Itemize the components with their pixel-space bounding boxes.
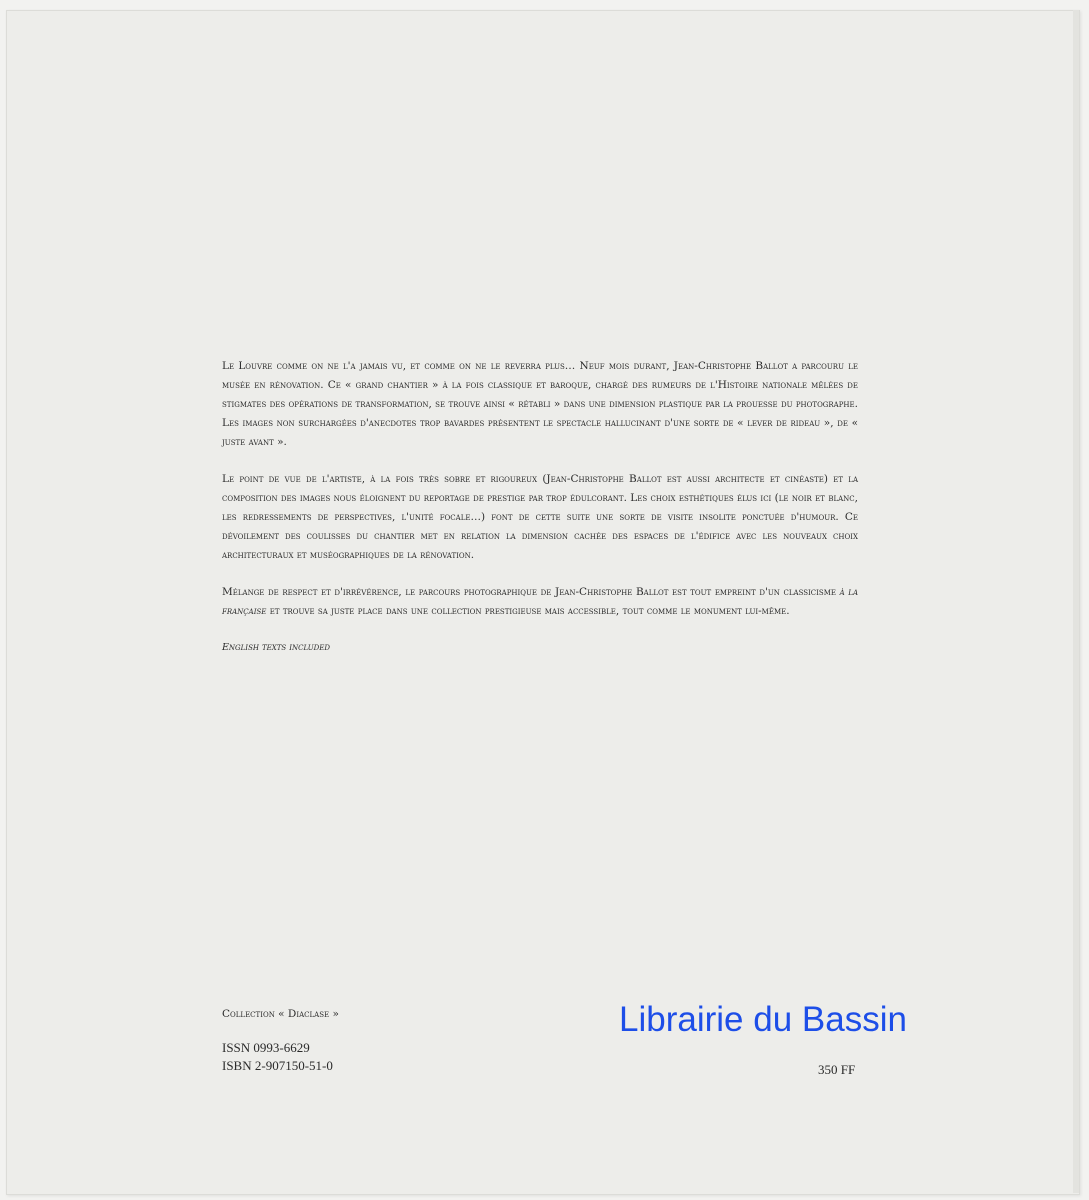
bookshop-watermark: Librairie du Bassin (619, 1000, 907, 1039)
issn-number: ISSN 0993-6629 (222, 1040, 310, 1055)
blurb-paragraph-3-italic: à la française (222, 586, 858, 617)
blurb-paragraph-3 (222, 583, 858, 621)
price-label: 350 FF (818, 1062, 856, 1077)
blurb-paragraph-2: Le point de vue de l'artiste, à la fois très sobre et rigoureux (Jean-Christophe Ballot est aussi architecte et cinéaste) et la composition des images nous éloignent du reportage de prestige par trop édulcorant. Les choix esthétiques élus ici (le noir et blanc, les redressements de perspectives, l'unité focale…) font de cette suite une sorte de visite insolite ponctuée d'humour. Ce dévoilement des coulisses du chantier met en relation la dimension cachée des espaces de l'édifice avec les nouveaux choix architecturaux et muséographiques de la rénovation. (222, 473, 858, 561)
blurb-paragraph-3-end: et trouve sa juste place dans une collection prestigieuse mais accessible, tout comme le monument lui-même. (266, 605, 790, 617)
back-cover-blurb (222, 357, 858, 639)
isbn-number: ISBN 2-907150-51-0 (222, 1058, 333, 1073)
cover-spine-edge (1073, 10, 1079, 1193)
collection-label: Collection « Diaclase » (222, 1008, 339, 1020)
blurb-paragraph-1: Le Louvre comme on ne l'a jamais vu, et comme on ne le reverra plus… Neuf mois durant, Jean-Christophe Ballot a parcouru le musée en rénovation. Ce « grand chantier » à la fois classique et baroque, chargé des rumeurs de l'Histoire nationale mêlées de stigmates des opérations de transformation, se trouve ainsi « rétabli » dans une dimension plastique par la prouesse du photographe. Les images non surchargées d'anecdotes trop bavardes présentent le spectacle hallucinant d'une sorte de « lever de rideau », de « juste avant ». (222, 360, 858, 448)
english-texts-note: English texts included (222, 642, 330, 653)
blurb-paragraph-3-start: Mélange de respect et d'irrévérence, le parcours photographique de Jean-Christophe Ballot est tout empreint d'un classicisme (222, 586, 840, 598)
